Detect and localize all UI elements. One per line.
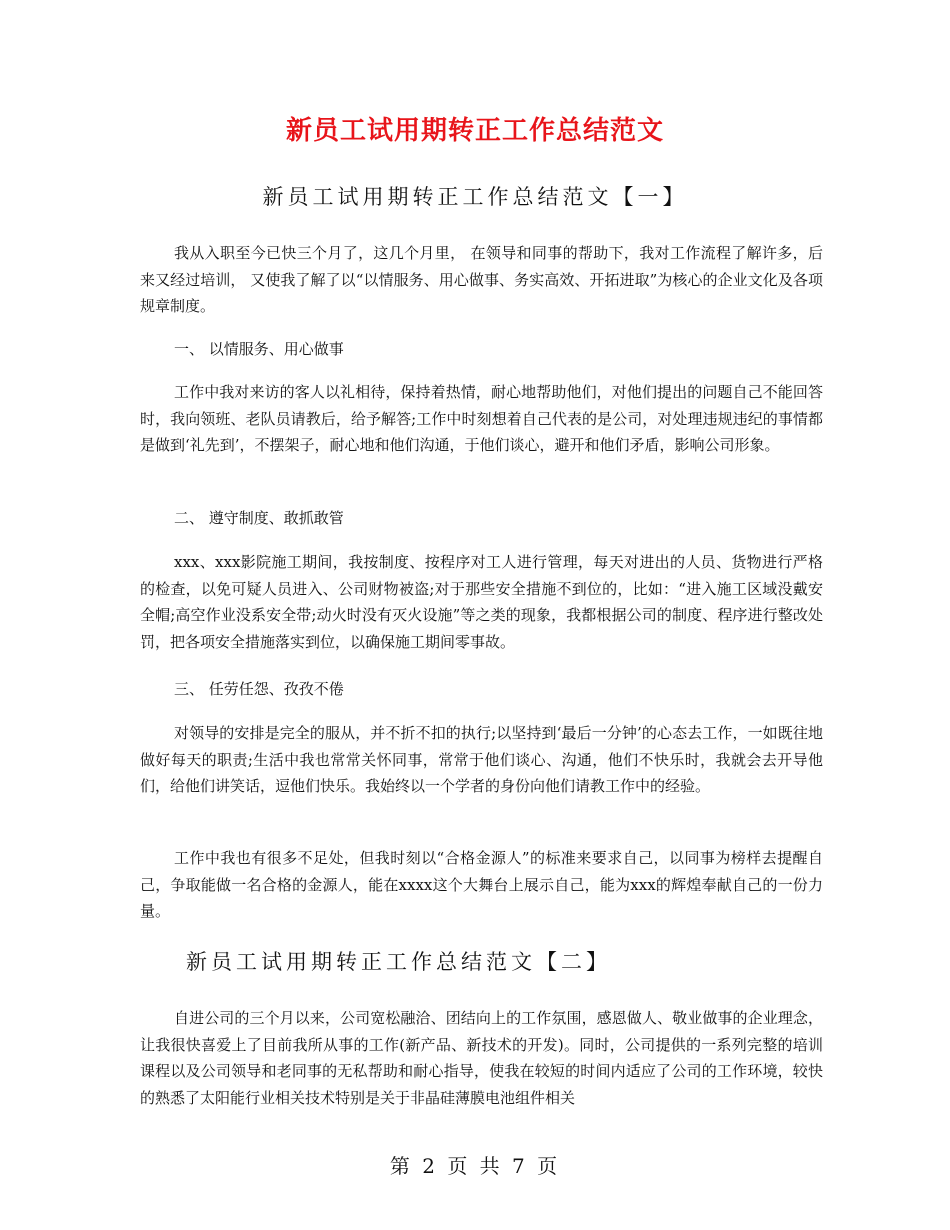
heading-2: 二、 遵守制度、敢抓敢管 [174,509,344,527]
paragraph-1: 工作中我对来访的客人以礼相待，保持着热情，耐心地帮助他们，对他们提出的问题自己不能回答时，我向领班、老队员请教后，给予解答;工作中时刻想着自己代表的是公司，对处理违规违纪的事情都是做到‘礼先到’，不摆架子，耐心地和他们沟通，于他们谈心，避开和他们矛盾，影响公司形象。 [140,383,823,454]
paragraph-3: 对领导的安排是完全的服从，并不折不扣的执行;以坚持到‘最后一分钟’的心态去工作，一如既往地做好每天的职责;生活中我也常常关怀同事，常常于他们谈心、沟通，他们不快乐时，我就会去开导他们，给他们讲笑话，逗他们快乐。我始终以一个学者的身份向他们请教工作中的经验。 [140,724,823,795]
heading-1: 一、 以情服务、用心做事 [174,340,344,358]
heading-3: 三、 任劳任怨、孜孜不倦 [174,680,344,698]
section-title-1: 新员工试用期转正工作总结范文【一】 [262,185,688,209]
paragraph-intro: 我从入职至今已快三个月了，这几个月里， 在领导和同事的帮助下，我对工作流程了解许多，后来又经过培训， 又使我了解了以“以情服务、用心做事、务实高效、开拓进取”为核心的企业文化及各项规章制度。 [140,244,823,315]
document-title: 新员工试用期转正工作总结范文 [285,116,664,146]
page-indicator: 第 2 页 共 7 页 [389,1154,561,1178]
paragraph-4: 工作中我也有很多不足处，但我时刻以“合格金源人”的标准来要求自己，以同事为榜样去提醒自己，争取能做一名合格的金源人，能在xxxx这个大舞台上展示自己，能为xxx的辉煌奉献自己的一份力量。 [140,849,823,920]
paragraph-2: xxx、xxx影院施工期间，我按制度、按程序对工人进行管理，每天对进出的人员、货物进行严格的检查，以免可疑人员进入、公司财物被盗;对于那些安全措施不到位的，比如：“进入施工区域没戴安全帽;高空作业没系安全带;动火时没有灭火设施”等之类的现象，我都根据公司的制度、程序进行整改处罚，把各项安全措施落实到位，以确保施工期间零事故。 [140,553,823,651]
paragraph-5: 自进公司的三个月以来，公司宽松融洽、团结向上的工作氛围，感恩做人、敬业做事的企业理念，让我很快喜爱上了目前我所从事的工作(新产品、新技术的开发)。同时，公司提供的一系列完整的培训课程以及公司领导和老同事的无私帮助和耐心指导，使我在较短的时间内适应了公司的工作环境，较快的熟悉了太阳能行业相关技术特别是关于非晶硅薄膜电池组件相关 [140,1009,823,1107]
section-title-2: 新员工试用期转正工作总结范文【二】 [186,950,611,974]
